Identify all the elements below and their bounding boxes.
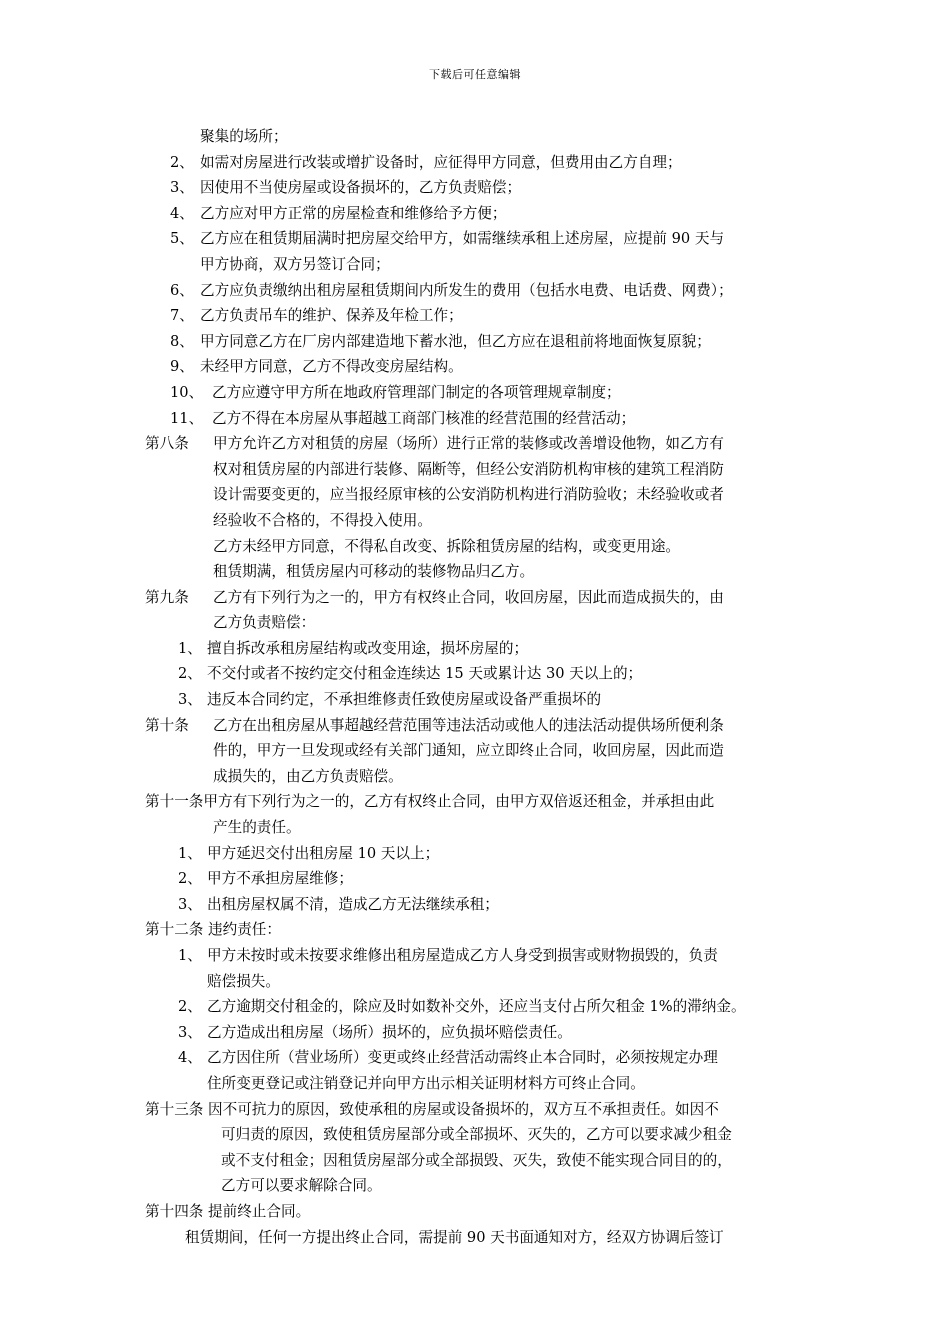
item-text: 违反本合同约定，不承担维修责任致使房屋或设备严重损坏的 [207, 691, 602, 709]
list-item [145, 841, 815, 867]
article-9 [145, 585, 815, 611]
item-text: 甲方不承担房屋维修； [207, 870, 353, 888]
article-continuation: 可归责的原因，致使租赁房屋部分或全部损坏、灭失的，乙方可以要求减少租金 [221, 1126, 732, 1144]
article-12: 第十二条 违约责任： [145, 921, 281, 939]
item-text: 未经甲方同意，乙方不得改变房屋结构。 [200, 358, 463, 376]
list-item [145, 278, 815, 304]
article-text: 甲方允许乙方对租赁的房屋（场所）进行正常的装修或改善增设他物，如乙方有 [213, 435, 724, 453]
list-item [145, 943, 815, 969]
list-item [145, 661, 815, 687]
list-item [145, 150, 815, 176]
item-continuation: 住所变更登记或注销登记并向甲方出示相关证明材料方可终止合同。 [207, 1074, 645, 1092]
article-continuation: 产生的责任。 [213, 819, 301, 837]
item-number: 1、 [178, 844, 202, 862]
item-text: 如需对房屋进行改装或增扩设备时，应征得甲方同意，但费用由乙方自理； [200, 153, 682, 171]
article-continuation: 权对租赁房屋的内部进行装修、隔断等，但经公安消防机构审核的建筑工程消防 [213, 460, 724, 478]
item-text: 甲方同意乙方在厂房内部建造地下蓄水池，但乙方应在退租前将地面恢复原貌； [200, 332, 711, 350]
item-number: 4、 [178, 1049, 202, 1067]
paragraph-line: 聚集的场所； [200, 128, 288, 145]
list-item [145, 866, 815, 892]
item-number: 1、 [178, 639, 202, 657]
item-number: 2、 [178, 998, 202, 1016]
item-number: 5、 [170, 230, 194, 248]
page-header: 下载后可任意编辑 [429, 68, 521, 81]
item-number: 9、 [170, 358, 194, 376]
item-text: 乙方不得在本房屋从事超越工商部门核准的经营范围的经营活动； [212, 409, 636, 427]
article-14: 第十四条 提前终止合同。 [145, 1202, 311, 1220]
article-continuation: 经验收不合格的，不得投入使用。 [213, 511, 432, 529]
item-text: 乙方逾期交付租金的，除应及时如数补交外，还应当支付占所欠租金 1%的滞纳金。 [207, 998, 746, 1016]
article-label: 第十条 [145, 716, 189, 734]
list-item [145, 1045, 815, 1071]
item-text: 不交付或者不按约定交付租金连续达 15 天或累计达 30 天以上的； [207, 665, 643, 683]
item-text: 乙方应遵守甲方所在地政府管理部门制定的各项管理规章制度； [212, 383, 621, 401]
item-number: 2、 [178, 870, 202, 888]
item-continuation: 赔偿损失。 [207, 972, 280, 990]
article-paragraph: 租赁期间，任何一方提出终止合同，需提前 90 天书面通知对方，经双方协调后签订 [185, 1228, 724, 1246]
item-number: 11、 [170, 409, 204, 427]
article-text: 乙方有下列行为之一的，甲方有权终止合同，收回房屋，因此而造成损失的，由 [213, 588, 724, 606]
item-number: 7、 [170, 307, 194, 325]
contract-body [145, 124, 815, 1250]
list-item [145, 1020, 815, 1046]
item-text: 甲方延迟交付出租房屋 10 天以上； [207, 844, 440, 862]
item-text: 乙方因住所（营业场所）变更或终止经营活动需终止本合同时，必须按规定办理 [207, 1049, 718, 1067]
list-item [145, 892, 815, 918]
article-label: 第九条 [145, 588, 189, 606]
list-item [145, 303, 815, 329]
item-number: 4、 [170, 204, 194, 222]
article-continuation: 乙方未经甲方同意，不得私自改变、拆除租赁房屋的结构，或变更用途。 [213, 537, 681, 555]
item-continuation: 甲方协商，双方另签订合同； [200, 255, 390, 273]
article-continuation: 租赁期满，租赁房屋内可移动的装修物品归乙方。 [213, 563, 535, 581]
item-number: 10、 [170, 383, 204, 401]
article-8 [145, 431, 815, 457]
article-label: 第八条 [145, 435, 189, 453]
article-continuation: 件的，甲方一旦发现或经有关部门通知，应立即终止合同，收回房屋，因此而造 [213, 742, 724, 760]
item-text: 乙方负责吊车的维护、保养及年检工作； [200, 307, 463, 325]
list-item [145, 380, 815, 406]
item-text: 甲方未按时或未按要求维修出租房屋造成乙方人身受到损害或财物损毁的，负责 [207, 947, 718, 964]
item-number: 3、 [178, 691, 202, 709]
item-number: 2、 [178, 665, 202, 683]
item-number: 6、 [170, 281, 194, 299]
list-item [145, 636, 815, 662]
article-continuation: 或不支付租金；因租赁房屋部分或全部损毁、灭失，致使不能实现合同目的的， [221, 1151, 732, 1169]
item-text: 乙方造成出租房屋（场所）损坏的，应负损坏赔偿责任。 [207, 1023, 572, 1041]
list-item [145, 687, 815, 713]
article-continuation: 乙方负责赔偿： [213, 614, 316, 632]
item-number: 3、 [170, 179, 194, 197]
list-item [145, 175, 815, 201]
item-text: 乙方应负责缴纳出租房屋租赁期间内所发生的费用（包括水电费、电话费、网费）； [200, 281, 733, 299]
list-item [145, 994, 815, 1020]
article-11: 第十一条甲方有下列行为之一的，乙方有权终止合同，由甲方双倍返还租金，并承担由此 [145, 793, 715, 811]
item-number: 8、 [170, 332, 194, 350]
article-continuation: 乙方可以要求解除合同。 [221, 1177, 382, 1195]
list-item [145, 329, 815, 355]
article-13: 第十三条 因不可抗力的原因，致使承租的房屋或设备损坏的，双方互不承担责任。如因不 [145, 1100, 719, 1118]
list-item [145, 226, 815, 252]
article-continuation: 成损失的，由乙方负责赔偿。 [213, 767, 403, 785]
item-number: 3、 [178, 895, 202, 913]
list-item [145, 201, 815, 227]
item-text: 乙方应在租赁期届满时把房屋交给甲方，如需继续承租上述房屋，应提前 90 天与 [200, 230, 725, 248]
article-10 [145, 713, 815, 739]
item-number: 1、 [178, 947, 202, 964]
item-text: 因使用不当使房屋或设备损坏的，乙方负责赔偿； [200, 179, 522, 197]
item-text: 出租房屋权属不清，造成乙方无法继续承租； [207, 895, 499, 913]
list-item [145, 406, 815, 432]
article-text: 乙方在出租房屋从事超越经营范围等违法活动或他人的违法活动提供场所便利条 [213, 716, 724, 734]
item-number: 2、 [170, 153, 194, 171]
item-text: 擅自拆改承租房屋结构或改变用途，损坏房屋的； [207, 639, 529, 657]
list-item [145, 354, 815, 380]
item-number: 3、 [178, 1023, 202, 1041]
item-text: 乙方应对甲方正常的房屋检查和维修给予方便； [200, 204, 507, 222]
article-continuation: 设计需要变更的，应当报经原审核的公安消防机构进行消防验收；未经验收或者 [213, 486, 724, 504]
